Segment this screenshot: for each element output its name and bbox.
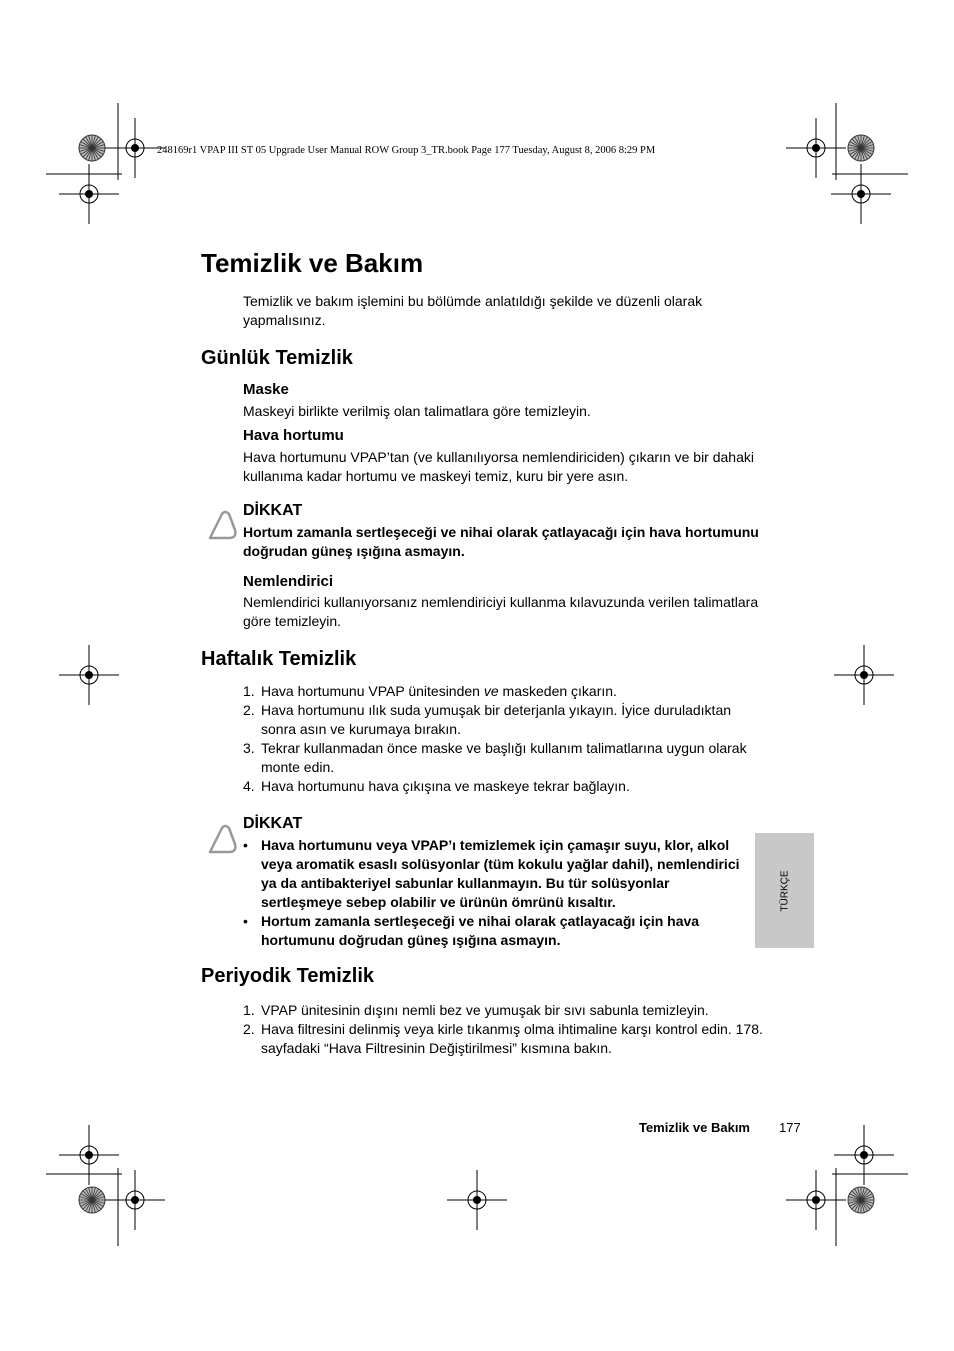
registration-mark-icon — [834, 1125, 894, 1185]
registration-mark-icon — [447, 1170, 507, 1230]
color-target-icon — [848, 135, 874, 161]
registration-mark-icon — [105, 118, 165, 178]
intro-paragraph: Temizlik ve bakım işlemini bu bölümde anlatıldığı şekilde ve düzenli olarak yapmalısınız. — [243, 293, 703, 328]
registration-mark-icon — [59, 1125, 119, 1185]
registration-mark-icon — [59, 164, 119, 224]
periodic-step: 1. VPAP ünitesinin dışını nemli bez ve yumuşak bir sıvı sabunla temizleyin. — [243, 1002, 709, 1018]
periodic-step: 2. Hava filtresini delinmiş veya kirle tıkanmış olma ihtimaline karşı kontrol edin. 178. sayfadaki “Hava Filtresinin Değiştirilmesi” kısmına bakın. — [243, 1021, 763, 1056]
caution-list-weekly — [243, 836, 743, 950]
hose-subheading: Hava hortumu — [243, 427, 344, 444]
daily-heading: Günlük Temizlik — [201, 347, 353, 369]
caution-text-daily: Hortum zamanla sertleşeceği ve nihai olarak çatlayacağı için hava hortumunu doğrudan güneş ışığına asmayın. — [243, 524, 759, 559]
weekly-step: 3. Tekrar kullanmadan önce maske ve başlığı kullanım talimatlarına uygun olarak monte edin. — [243, 740, 747, 775]
page-number: 177 — [779, 1120, 801, 1135]
mask-text: Maskeyi birlikte verilmiş olan talimatlara göre temizleyin. — [243, 403, 591, 419]
humidifier-subheading: Nemlendirici — [243, 573, 334, 590]
caution-icon — [205, 822, 239, 856]
color-target-icon — [848, 1187, 874, 1213]
periodic-heading: Periyodik Temizlik — [201, 965, 375, 987]
registration-mark-icon — [786, 1170, 846, 1230]
caution-bullet: • Hortum zamanla sertleşeceği ve nihai olarak çatlayacağı için hava hortumunu doğrudan güneş ışığına asmayın. — [243, 913, 700, 948]
color-target-icon — [79, 1187, 105, 1213]
registration-mark-icon — [105, 1170, 165, 1230]
mask-subheading: Maske — [243, 381, 289, 398]
page-title: Temizlik ve Bakım — [201, 248, 424, 278]
registration-mark-icon — [59, 645, 119, 705]
registration-mark-icon — [834, 645, 894, 705]
caution-icon — [205, 508, 239, 542]
language-tab-label: TÜRKÇE — [779, 869, 790, 912]
registration-mark-icon — [786, 118, 846, 178]
caution-title-weekly: DİKKAT — [243, 815, 303, 832]
weekly-step: 1. Hava hortumunu VPAP ünitesinden ve maskeden çıkarın. — [243, 683, 617, 699]
caution-bullet: • Hava hortumunu veya VPAP’ı temizlemek için çamaşır suyu, klor, alkol veya aromatik esaslı solüsyonlar (tüm kokulu yağlar dahil), nemlendirici ya da antibakteriyel sabunlar kullanmayın. Bu tür solüsyonlar sertleşmeye sebep olabilir ve ürünün ömrünü kısaltır. — [243, 837, 740, 910]
language-tab — [755, 833, 814, 948]
footer-title: Temizlik ve Bakım — [638, 1120, 750, 1135]
color-target-icon — [79, 135, 105, 161]
caution-title-daily: DİKKAT — [243, 502, 303, 519]
registration-mark-icon — [831, 164, 891, 224]
print-header: 248169r1 VPAP III ST 05 Upgrade User Manual ROW Group 3_TR.book Page 177 Tuesday, August 8, 2006 8:29 PM — [157, 145, 656, 156]
humidifier-text: Nemlendirici kullanıyorsanız nemlendiriciyi kullanma kılavuzunda verilen talimatlara göre temizleyin. — [243, 594, 759, 629]
weekly-heading: Haftalık Temizlik — [201, 648, 357, 670]
weekly-step: 2. Hava hortumunu ılık suda yumuşak bir deterjanla yıkayın. İyice duruladıktan sonra asın ve kurumaya bırakın. — [243, 702, 732, 737]
weekly-step: 4. Hava hortumunu hava çıkışına ve maskeye tekrar bağlayın. — [243, 778, 630, 794]
weekly-steps — [243, 682, 763, 796]
hose-text: Hava hortumunu VPAP’tan (ve kullanılıyorsa nemlendiriciden) çıkarın ve bir dahaki kullanıma kadar hortumu ve maskeyi temiz, kuru bir yere asın. — [243, 449, 754, 484]
periodic-steps — [243, 1001, 763, 1058]
